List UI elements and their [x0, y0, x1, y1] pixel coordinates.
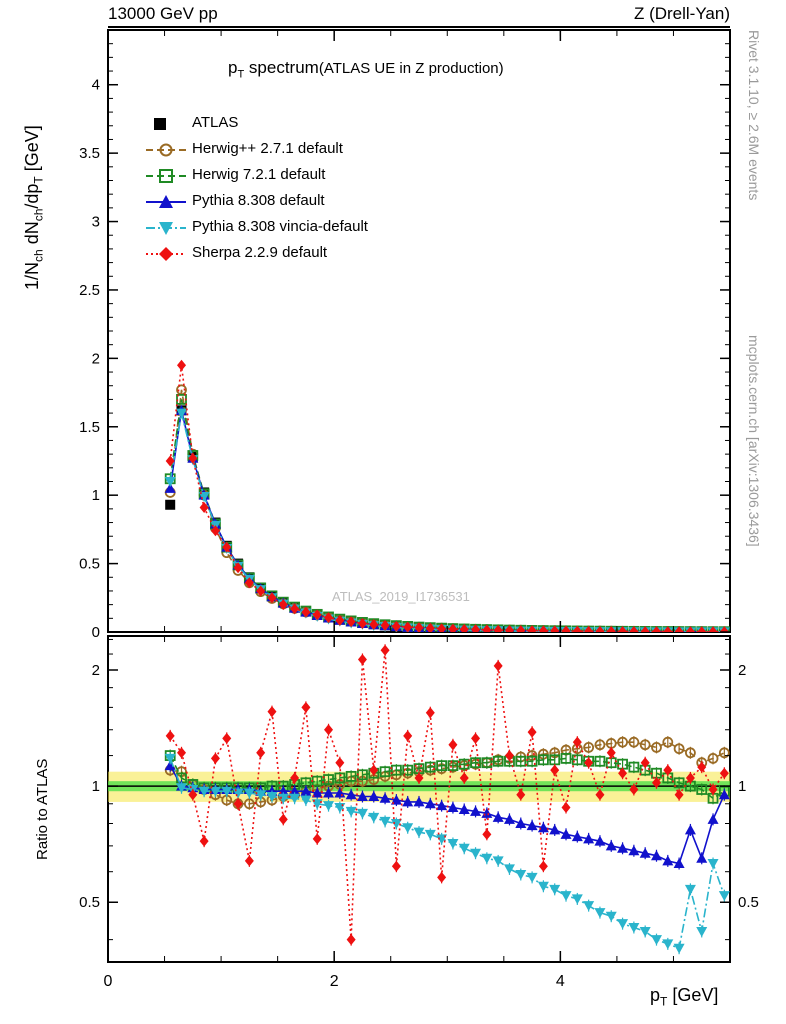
svg-text:0: 0 [91, 624, 100, 641]
legend-item[interactable] [146, 164, 476, 190]
svg-text:4: 4 [555, 973, 565, 990]
legend-item[interactable] [146, 242, 476, 268]
legend-label: Pythia 8.308 vincia-default [192, 218, 368, 235]
rivet-version-label: Rivet 3.1.10, ≥ 2.6M events [746, 30, 762, 201]
header-right: Z (Drell-Yan) [633, 4, 730, 23]
legend-item[interactable] [146, 112, 476, 138]
legend-label: Herwig++ 2.7.1 default [192, 140, 343, 157]
legend-marker-sherpa [146, 246, 186, 262]
legend-marker-atlas [146, 116, 186, 132]
legend-marker-herwig7 [146, 168, 186, 184]
svg-text:2: 2 [329, 973, 339, 990]
legend-item[interactable] [146, 190, 476, 216]
plot-title-text: $p_T$ spectrum [228, 58, 319, 81]
svg-text:2: 2 [738, 661, 747, 679]
svg-text:0.5: 0.5 [79, 894, 100, 912]
svg-text:2: 2 [91, 350, 100, 368]
svg-text:1.5: 1.5 [79, 418, 100, 436]
svg-text:0.5: 0.5 [738, 894, 759, 912]
svg-text:0: 0 [103, 973, 113, 990]
ratio-y-axis-label: Ratio to ATLAS [34, 758, 51, 860]
svg-text:1: 1 [738, 778, 747, 796]
svg-text:1: 1 [91, 778, 100, 796]
legend-label: Herwig 7.2.1 default [192, 166, 326, 183]
arxiv-label: mcplots.cern.ch [arXiv:1306.3436] [746, 335, 762, 547]
header-left: 13000 GeV pp [108, 4, 218, 23]
legend-marker-herwigpp [146, 142, 186, 158]
svg-text:3: 3 [91, 213, 100, 231]
legend [146, 112, 476, 268]
svg-text:2: 2 [91, 661, 100, 679]
y-axis-label: $1/N_{ch}$ $dN_{ch}/dp_T$ [GeV] [22, 125, 46, 290]
svg-text:3.5: 3.5 [79, 145, 100, 163]
legend-item[interactable] [146, 138, 476, 164]
svg-text:4: 4 [91, 76, 100, 94]
legend-label: ATLAS [192, 114, 239, 131]
svg-text:2.5: 2.5 [79, 281, 100, 299]
plot-subtitle: (ATLAS UE in Z production) [318, 60, 504, 77]
legend-marker-vincia [146, 220, 186, 236]
legend-label: Pythia 8.308 default [192, 192, 325, 209]
analysis-watermark: ATLAS_2019_I1736531 [332, 589, 470, 604]
legend-marker-pythia [146, 194, 186, 210]
svg-text:0.5: 0.5 [79, 555, 100, 573]
x-axis-label: $p_T$ [GeV] [650, 985, 719, 1009]
legend-label: Sherpa 2.2.9 default [192, 244, 328, 261]
svg-text:1: 1 [91, 487, 100, 505]
legend-item[interactable] [146, 216, 476, 242]
